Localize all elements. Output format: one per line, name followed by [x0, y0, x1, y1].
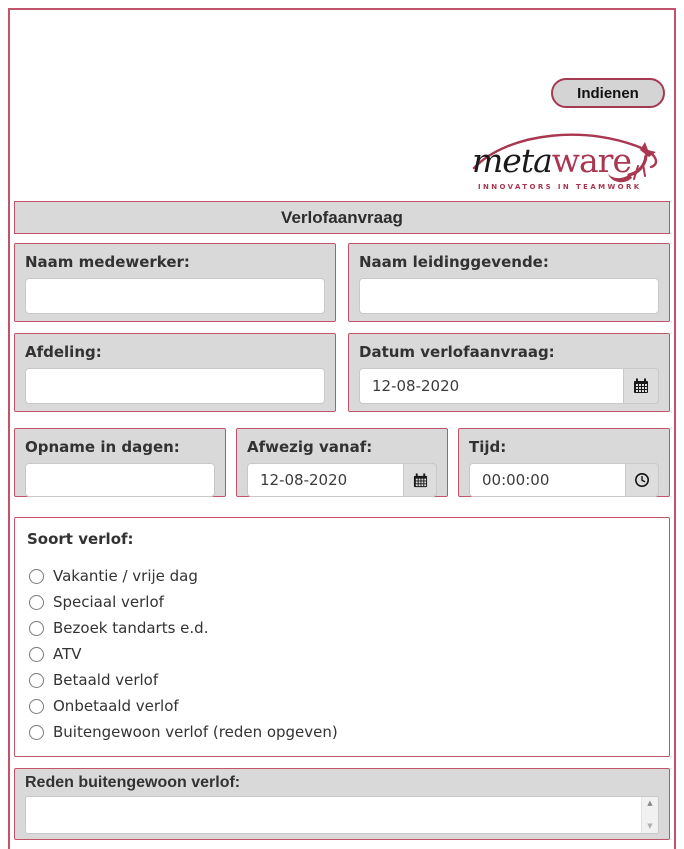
datum-verlofaanvraag-input[interactable] [359, 368, 623, 404]
form-title-bar [14, 201, 670, 234]
radio-circle-icon [29, 621, 44, 636]
radio-label: Speciaal verlof [53, 593, 164, 611]
tijd-input[interactable] [469, 463, 625, 497]
opname-in-dagen-input[interactable] [25, 463, 215, 497]
radio-betaald-verlof[interactable] [29, 667, 657, 693]
reden-buitengewoon-verlof-label: Reden buitengewoon verlof: [25, 774, 241, 791]
radio-circle-icon [29, 647, 44, 662]
field-datum-verlofaanvraag [348, 333, 670, 412]
field-naam-leidinggevende [348, 243, 670, 322]
radio-bezoek-tandarts[interactable] [29, 615, 657, 641]
radio-label: Bezoek tandarts e.d. [53, 619, 209, 637]
form-panel [8, 8, 676, 849]
radio-circle-icon [29, 673, 44, 688]
afdeling-input[interactable] [25, 368, 325, 404]
radio-label: Betaald verlof [53, 671, 159, 689]
soort-verlof-label: Soort verlof: [27, 530, 134, 548]
naam-medewerker-label: Naam medewerker: [25, 253, 190, 271]
brand-ware-text: ware [551, 141, 631, 180]
radio-onbetaald-verlof[interactable] [29, 693, 657, 719]
textarea-scrollbar[interactable] [641, 797, 658, 833]
radio-speciaal-verlof[interactable] [29, 589, 657, 615]
afdeling-label: Afdeling: [25, 343, 102, 361]
scroll-down-icon[interactable]: ▼ [647, 822, 653, 830]
scroll-up-icon[interactable]: ▲ [647, 799, 653, 807]
naam-leidinggevende-input[interactable] [359, 278, 659, 314]
tijd-label: Tijd: [469, 438, 507, 456]
radio-label: Vakantie / vrije dag [53, 567, 198, 585]
submit-button[interactable]: Indienen [551, 78, 665, 108]
field-afwezig-vanaf [236, 428, 448, 497]
radio-circle-icon [29, 699, 44, 714]
page-title: Verlofaanvraag [281, 207, 403, 227]
brand-tagline: INNOVATORS IN TEAMWORK [478, 183, 642, 191]
radio-buitengewoon-verlof[interactable] [29, 719, 657, 745]
afwezig-vanaf-input[interactable] [247, 463, 403, 497]
brand-wordmark [472, 141, 631, 180]
radio-circle-icon [29, 569, 44, 584]
radio-circle-icon [29, 595, 44, 610]
naam-medewerker-input[interactable] [25, 278, 325, 314]
reden-textarea-wrap [25, 796, 659, 834]
radio-label: ATV [53, 645, 82, 663]
datum-verlofaanvraag-label: Datum verlofaanvraag: [359, 343, 555, 361]
soort-verlof-section [14, 517, 670, 757]
reden-buitengewoon-verlof-textarea[interactable] [26, 797, 640, 833]
field-afdeling [14, 333, 336, 412]
naam-leidinggevende-label: Naam leidinggevende: [359, 253, 549, 271]
radio-atv[interactable] [29, 641, 657, 667]
calendar-icon [633, 378, 649, 394]
field-tijd [458, 428, 670, 497]
radio-label: Onbetaald verlof [53, 697, 179, 715]
field-opname-in-dagen [14, 428, 226, 497]
radio-circle-icon [29, 725, 44, 740]
brand-meta-text: meta [472, 141, 552, 180]
opname-in-dagen-label: Opname in dagen: [25, 438, 180, 456]
metaware-logo [470, 126, 668, 196]
calendar-icon [413, 473, 428, 488]
afwezig-vanaf-label: Afwezig vanaf: [247, 438, 373, 456]
radio-label: Buitengewoon verlof (reden opgeven) [53, 723, 338, 741]
radio-vakantie-vrije-dag[interactable] [29, 563, 657, 589]
afwezig-vanaf-calendar-button[interactable] [403, 463, 437, 497]
field-naam-medewerker [14, 243, 336, 322]
clock-icon [634, 472, 650, 488]
datum-verlofaanvraag-calendar-button[interactable] [623, 368, 659, 404]
reden-buitengewoon-verlof-section [14, 768, 670, 840]
tijd-clock-button[interactable] [625, 463, 659, 497]
